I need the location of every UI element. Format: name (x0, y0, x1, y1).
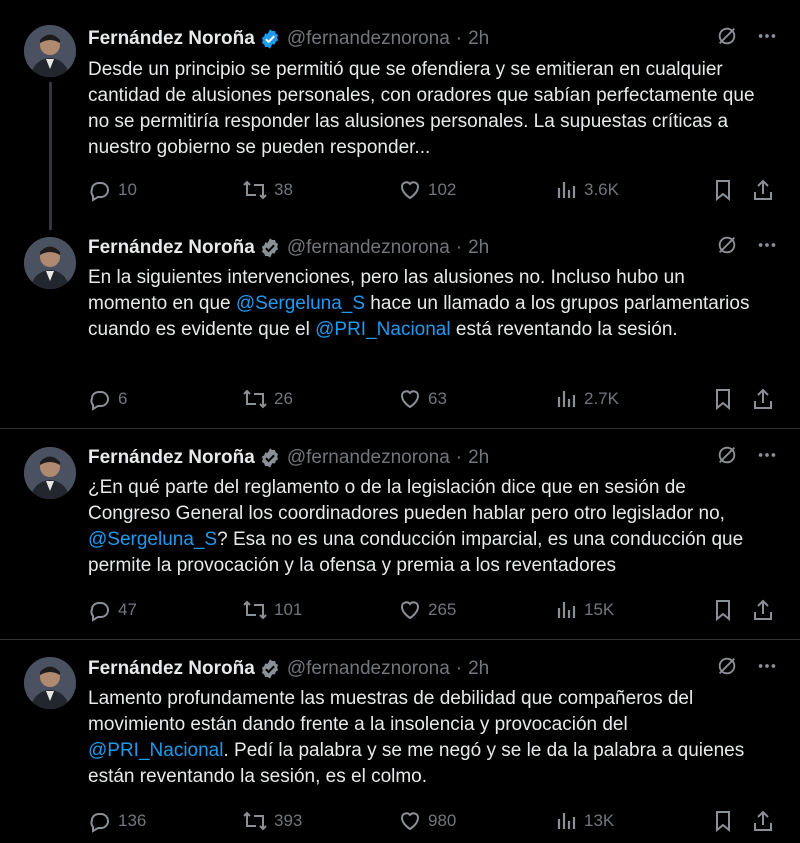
tweet[interactable] (0, 0, 800, 218)
bookmark-icon[interactable] (712, 598, 734, 627)
views-count: 13K (584, 811, 615, 830)
repost-icon (242, 387, 268, 411)
bookmark-icon[interactable] (712, 387, 734, 416)
grok-icon[interactable] (716, 234, 738, 262)
reply-button[interactable] (88, 598, 137, 622)
share-icon[interactable] (752, 809, 774, 838)
reply-count: 47 (118, 600, 137, 619)
like-count: 63 (428, 389, 447, 408)
views-button[interactable] (556, 809, 614, 833)
reply-icon (88, 178, 112, 202)
reply-button[interactable] (88, 178, 137, 202)
tweet-text-segment: ? Esa no es una conducción imparcial, es una conducción que permite la provocación y la ofensa y premia a los reventadores (88, 529, 744, 576)
repost-button[interactable] (242, 809, 302, 833)
views-button[interactable] (556, 387, 619, 411)
grok-icon[interactable] (716, 25, 738, 53)
separator: · (455, 237, 463, 258)
author-handle[interactable]: @fernandeznorona (286, 237, 450, 258)
timestamp[interactable]: 2h (468, 28, 490, 49)
repost-icon (242, 809, 268, 833)
verified-badge-icon (259, 28, 281, 50)
views-count: 15K (584, 600, 615, 619)
tweet-text (88, 475, 768, 579)
separator: · (455, 447, 463, 468)
grok-icon[interactable] (716, 444, 738, 472)
repost-icon (242, 598, 268, 622)
avatar[interactable] (24, 237, 76, 289)
tweet-text-segment: ¿En qué parte del reglamento o de la legislación dice que en sesión de Congreso General los coordinadores pueden hablar pero otro legislador no, (88, 477, 725, 524)
like-count: 265 (428, 600, 457, 619)
more-icon[interactable] (756, 444, 778, 472)
repost-count: 393 (274, 811, 303, 830)
views-count: 3.6K (584, 180, 619, 199)
avatar[interactable] (24, 25, 76, 77)
separator: · (455, 658, 463, 679)
avatar[interactable] (24, 657, 76, 709)
tweet-text-segment: Lamento profundamente las muestras de debilidad que compañeros del movimiento están dando frente a la insolencia y provocación del (88, 688, 694, 735)
author-handle[interactable]: @fernandeznorona (286, 447, 450, 468)
reply-count: 10 (118, 180, 137, 199)
tweet[interactable] (0, 640, 800, 843)
tweet-text-segment: hace un llamado a los grupos parlamentarios cuando es evidente que el (88, 293, 750, 340)
mention-link[interactable]: @PRI_Nacional (88, 740, 224, 761)
views-button[interactable] (556, 178, 619, 202)
verified-badge-icon (259, 447, 281, 469)
like-button[interactable] (398, 387, 447, 411)
author-name[interactable]: Fernández Noroña (88, 28, 255, 49)
timestamp[interactable]: 2h (468, 237, 490, 258)
tweet-text (88, 265, 768, 343)
tweet-text-segment: . Pedí la palabra y se me negó y se le da la palabra a quienes están reventando la sesión, es el colmo. (88, 740, 745, 787)
author-handle[interactable]: @fernandeznorona (286, 28, 450, 49)
tweet-text-segment: está reventando la sesión. (450, 319, 678, 340)
more-icon[interactable] (756, 655, 778, 683)
timestamp[interactable]: 2h (468, 658, 490, 679)
like-icon (398, 809, 422, 833)
reply-icon (88, 387, 112, 411)
share-icon[interactable] (752, 387, 774, 416)
separator: · (455, 28, 463, 49)
views-button[interactable] (556, 598, 614, 622)
tweet[interactable] (0, 218, 800, 429)
reply-icon (88, 809, 112, 833)
reply-button[interactable] (88, 387, 127, 411)
tweet-text-segment: Desde un principio se permitió que se ofendiera y se emitieran en cualquier cantidad de alusiones personales, con oradores que sabían perfectamente que no se permitiría responder las alusiones personales. La supuestas críticas a nuestro gobierno se pueden responder... (88, 59, 755, 158)
tweet[interactable] (0, 429, 800, 640)
author-handle[interactable]: @fernandeznorona (286, 658, 450, 679)
views-count: 2.7K (584, 389, 619, 408)
views-icon (556, 598, 578, 622)
avatar[interactable] (24, 447, 76, 499)
like-icon (398, 387, 422, 411)
author-name[interactable]: Fernández Noroña (88, 237, 255, 258)
reply-count: 136 (118, 811, 147, 830)
verified-badge-icon (259, 237, 281, 259)
repost-count: 38 (274, 180, 293, 199)
reply-button[interactable] (88, 809, 146, 833)
views-icon (556, 809, 578, 833)
author-name[interactable]: Fernández Noroña (88, 447, 255, 468)
repost-button[interactable] (242, 387, 293, 411)
mention-link[interactable]: @PRI_Nacional (315, 319, 451, 340)
repost-button[interactable] (242, 178, 293, 202)
repost-button[interactable] (242, 598, 302, 622)
like-button[interactable] (398, 178, 456, 202)
share-icon[interactable] (752, 598, 774, 627)
more-icon[interactable] (756, 25, 778, 53)
bookmark-icon[interactable] (712, 809, 734, 838)
tweet-text-segment: En la siguientes intervenciones, pero las alusiones no. Incluso hubo un momento en que (88, 267, 685, 314)
like-count: 980 (428, 811, 457, 830)
grok-icon[interactable] (716, 655, 738, 683)
bookmark-icon[interactable] (712, 178, 734, 207)
like-button[interactable] (398, 809, 456, 833)
views-icon (556, 178, 578, 202)
share-icon[interactable] (752, 178, 774, 207)
reply-icon (88, 598, 112, 622)
author-name[interactable]: Fernández Noroña (88, 658, 255, 679)
like-button[interactable] (398, 598, 456, 622)
like-count: 102 (428, 180, 457, 199)
views-icon (556, 387, 578, 411)
repost-icon (242, 178, 268, 202)
more-icon[interactable] (756, 234, 778, 262)
tweet-text (88, 57, 768, 161)
timestamp[interactable]: 2h (468, 447, 490, 468)
verified-badge-icon (259, 658, 281, 680)
reply-count: 6 (118, 389, 128, 408)
like-icon (398, 598, 422, 622)
tweet-text (88, 686, 768, 790)
mention-link[interactable]: @Sergeluna_S (88, 529, 218, 550)
repost-count: 101 (274, 600, 303, 619)
mention-link[interactable]: @Sergeluna_S (235, 293, 366, 314)
like-icon (398, 178, 422, 202)
thread-line (49, 82, 52, 230)
repost-count: 26 (274, 389, 293, 408)
